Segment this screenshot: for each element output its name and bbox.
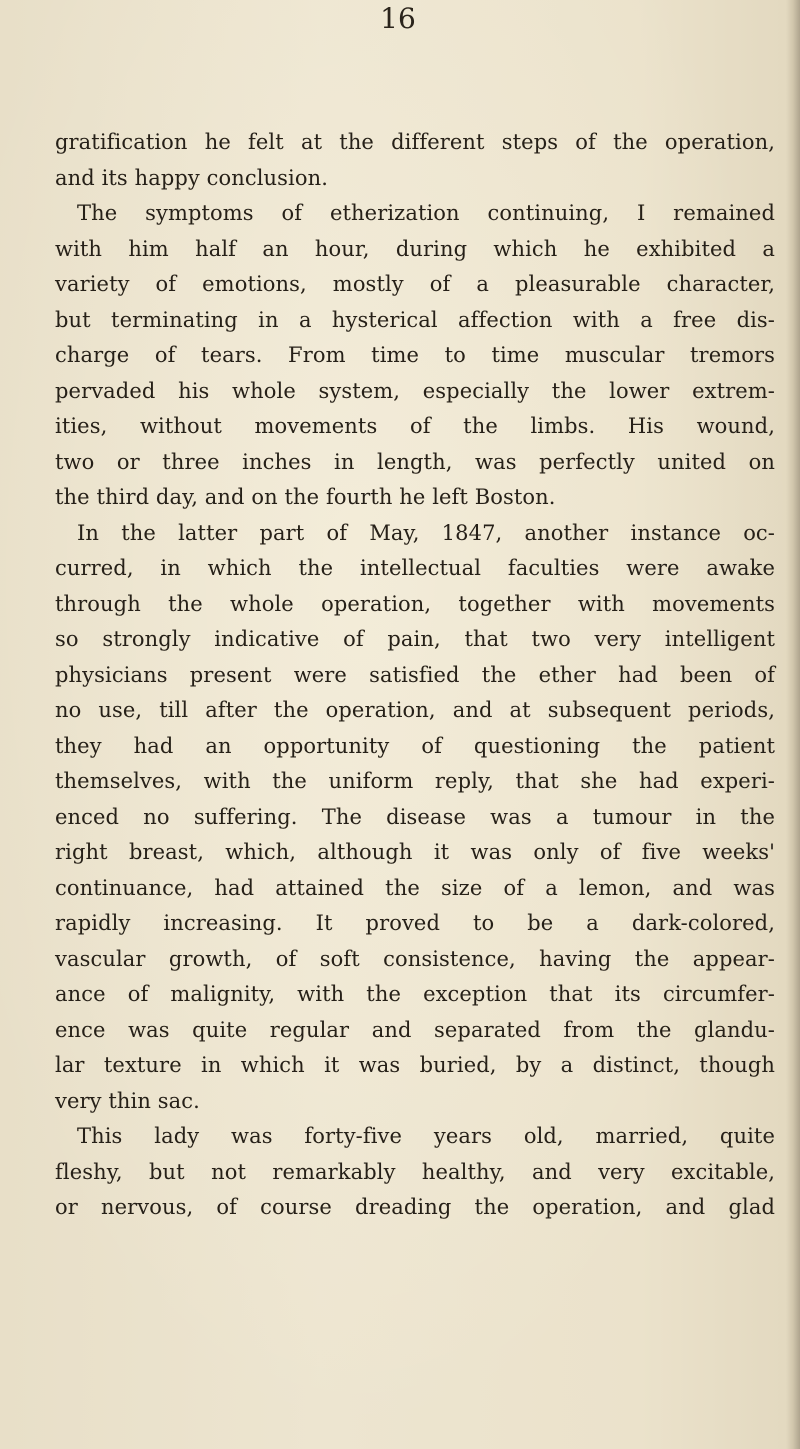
text-line: right breast, which, although it was only of five weeks' <box>55 840 775 864</box>
text-line: so strongly indicative of pain, that two very intelligent <box>55 627 775 651</box>
text-line: vascular growth, of soft consistence, having the appear- <box>55 946 775 971</box>
text-line: ities, without movements of the limbs. His wound, <box>55 414 775 438</box>
text-line: very thin sac. <box>55 1088 200 1113</box>
text-line: or nervous, of course dreading the operation, and glad <box>55 1195 775 1219</box>
text-line: physicians present were satisfied the ether had been of <box>55 662 775 687</box>
page-number: 16 <box>380 2 416 35</box>
text-line: This lady was forty-five years old, married, quite <box>77 1124 775 1148</box>
text-line: gratification he felt at the different steps of the operation, <box>55 130 775 154</box>
text-line: with him half an hour, during which he exhibited a <box>55 236 775 261</box>
page-edge-shadow <box>786 0 800 1449</box>
text-line: charge of tears. From time to time muscular tremors <box>55 343 775 367</box>
text-line: fleshy, but not remarkably healthy, and very excitable, <box>55 1159 775 1184</box>
text-line: curred, in which the intellectual faculties were awake <box>55 556 775 580</box>
text-line: In the latter part of May, 1847, another instance oc- <box>77 520 775 545</box>
text-line: The symptoms of etherization continuing, I remained <box>77 201 775 225</box>
text-line: variety of emotions, mostly of a pleasurable character, <box>55 272 775 296</box>
text-line: enced no suffering. The disease was a tumour in the <box>55 804 775 829</box>
text-line: rapidly increasing. It proved to be a dark-colored, <box>55 911 775 935</box>
text-line: no use, till after the operation, and at subsequent periods, <box>55 698 775 722</box>
text-line: through the whole operation, together with movements <box>55 591 775 616</box>
text-line: two or three inches in length, was perfectly united on <box>55 449 775 474</box>
text-line: themselves, with the uniform reply, that she had experi- <box>55 769 775 793</box>
text-line: the third day, and on the fourth he left Boston. <box>55 485 556 509</box>
text-line: and its happy conclusion. <box>55 165 329 190</box>
text-line: but terminating in a hysterical affection with a free dis- <box>55 307 775 332</box>
text-line: ance of malignity, with the exception that its circumfer- <box>55 982 775 1006</box>
text-line: lar texture in which it was buried, by a distinct, though <box>55 1053 775 1077</box>
text-line: ence was quite regular and separated from the glandu- <box>55 1017 775 1042</box>
body-text <box>55 125 775 1226</box>
text-line: they had an opportunity of questioning the patient <box>55 733 775 758</box>
text-line: pervaded his whole system, especially the lower extrem- <box>55 378 775 403</box>
text-line: continuance, had attained the size of a lemon, and was <box>55 875 775 900</box>
